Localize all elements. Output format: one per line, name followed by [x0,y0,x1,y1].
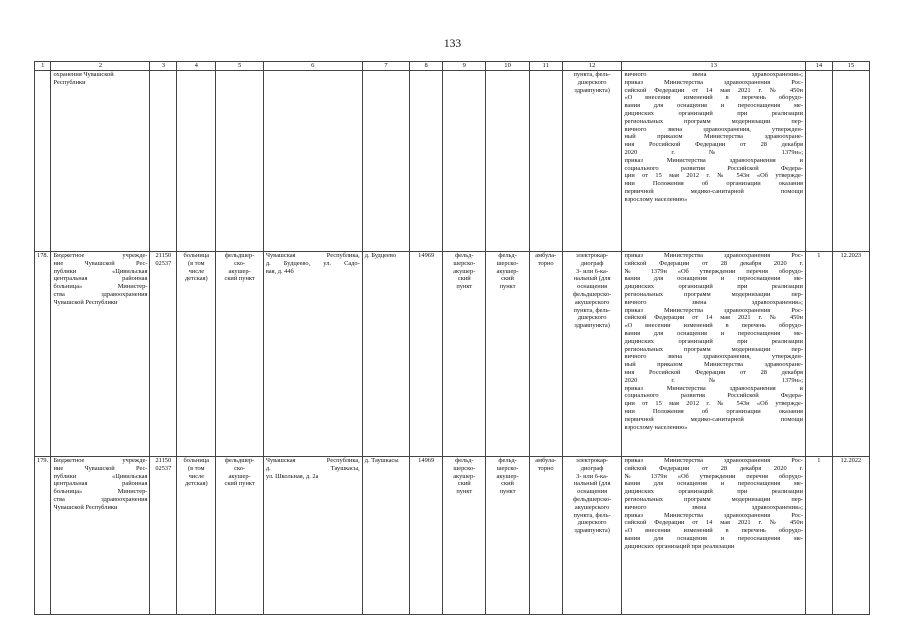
text-line: здравпункта) [574,322,610,330]
text-line: ский пункт [224,480,255,488]
text-line: пункт [456,488,473,496]
cell-quantity: 1 [805,457,832,615]
text-line: ский [501,480,514,488]
cell-settlement: д. Таушкасы [362,457,409,615]
column-number-4: 4 [177,62,216,71]
text-line: нальный (для [573,275,611,283]
cell-institution [51,71,150,252]
text-line: дицинских организаций при реализации [624,542,735,550]
cell-code [150,457,177,615]
cell-row-number: 179. [35,457,51,615]
text-line: Чувашская Республика, [265,252,360,259]
text-line: ства здравоохранения [53,495,148,503]
text-line: № 1379н «Об утверждении перечня оборудо- [624,472,803,480]
text-line: нии Положения об организации оказания [624,180,803,188]
cell-legal-basis [622,252,805,457]
text-line: акушерского [574,503,610,511]
text-line: ства здравоохранения [53,290,148,298]
text-line: акушер- [496,267,519,275]
cell-unit-name [486,457,529,615]
text-line: пункта, фель- [573,71,611,78]
text-line: фельд- [455,457,474,464]
text-line: первичной медико-санитарной помощи [624,415,803,423]
text-line: амбула- [535,457,557,464]
text-line: пункта, фель- [573,306,611,314]
text-line: вания для оснащения и переоснащения ме- [624,329,803,337]
text-line: центральная районная [53,275,148,283]
cell-care-form [529,457,562,615]
column-number-10: 10 [486,62,529,71]
column-number-9: 9 [443,62,486,71]
cell-institution-type [177,252,216,457]
text-line: сийской Федерации от 14 мая 2021 г. № 450н [624,519,803,527]
text-line: первичной медико-санитарной помощи [624,187,803,195]
cell-unit-type [216,252,263,457]
column-number-5: 5 [216,62,263,71]
text-line: фельдшер- [224,252,255,259]
text-line: приказ Министерства здравоохранения и [624,384,803,392]
column-number-15: 15 [832,62,869,71]
text-line: 21150 [155,457,172,464]
text-line: нальный (для [573,480,611,488]
text-line: вичного звена здравоохранения, утвержден- [624,353,803,361]
text-line: акушер- [228,472,251,480]
cell-institution [51,457,150,615]
text-line: числе [188,267,205,275]
text-line: вания для оснащения и переоснащения ме- [624,480,803,488]
text-line: больница» Министер- [53,283,148,291]
text-line: вичного звена здравоохранения»; [624,503,803,511]
table-row [35,252,870,457]
text-line: дшерского [577,519,607,527]
cell-population: 14969 [410,457,443,615]
text-line: 3- или 6-ка- [576,267,609,275]
text-line: ции от 15 мая 2012 г. № 543н «Об утвержде- [624,400,803,408]
text-line: диограф [580,464,604,472]
text-line: пункт [456,283,473,291]
text-line: сийской Федерации от 14 мая 2021 г. № 450н [624,314,803,322]
text-line: д. Будцеево, ул. Садо- [265,259,360,267]
text-line: № 1379н «Об утверждении перечня оборудо- [624,267,803,275]
text-line: Бюджетное учрежде- [53,252,148,259]
text-line: пункт [499,283,516,291]
text-line: фельдшерско- [572,290,612,298]
cell-equipment [562,71,622,252]
text-line: шерско- [496,259,519,267]
text-line: сийской Федерации от 28 декабря 2020 г. [624,259,803,267]
cell-address [263,457,362,615]
text-line: 02537 [155,464,172,472]
text-line: фельд- [498,457,517,464]
text-line: вая, д. 44б [265,267,294,275]
text-line: электрокар- [576,252,609,259]
text-line: здравпункта) [574,86,610,94]
text-line: вичного звена здравоохранения, утвержден- [624,125,803,133]
column-number-row [35,62,870,71]
text-line: фельд- [455,252,474,259]
text-line: фельд- [498,252,517,259]
text-line: пункт [499,488,516,496]
text-line: акушер- [453,472,476,480]
text-line: оснащения [577,488,608,496]
column-number-12: 12 [562,62,622,71]
text-line: ный приказом Министерства здравоохране- [624,133,803,141]
text-line: ско- [234,259,246,267]
text-line: вания для оснащения и переоснащения ме- [624,102,803,110]
text-line: вания для оснащения и переоснащения ме- [624,534,803,542]
text-line: вания для оснащения и переоснащения ме- [624,275,803,283]
text-line: региональных программ модернизации пер- [624,117,803,125]
text-line: фельдшерско- [572,495,612,503]
text-line: региональных программ модернизации пер- [624,495,803,503]
text-line: шерско- [496,464,519,472]
text-line: социального развития Российской Федера- [624,392,803,400]
text-line: пункта, фель- [573,511,611,519]
text-line: детская) [184,480,208,488]
text-line: приказ Министерства здравоохранения Рос- [624,306,803,314]
table-row [35,457,870,615]
text-line: Чувашской Республики [53,298,118,306]
text-line: 3- или 6-ка- [576,472,609,480]
cell-settlement: д. Будцеево [362,252,409,457]
text-line: социального развития Российской Федера- [624,164,803,172]
text-line: приказ Министерства здравоохранения Рос- [624,511,803,519]
text-line: здравпункта) [574,527,610,535]
text-line: ции от 15 мая 2012 г. № 543н «Об утвержде- [624,172,803,180]
column-number-3: 3 [150,62,177,71]
text-line: больница» Министер- [53,488,148,496]
text-line: ский [457,480,471,488]
text-line: Чувашской Республики [53,503,118,511]
cell-institution [51,252,150,457]
text-line: 2020 г. № 1379н»; [624,148,803,156]
text-line: фельдшер- [224,457,255,464]
text-line: ния Российской Федерации от 28 декабря [624,141,803,149]
column-number-8: 8 [410,62,443,71]
cell-legal-basis [622,71,805,252]
column-number-11: 11 [529,62,562,71]
text-line: Республики [53,78,86,86]
text-line: ский пункт [224,275,255,283]
text-line: «О внесении изменений в перечень оборудо- [624,94,803,102]
text-line: дшерского [577,78,607,86]
text-line: ул. Школьная, д. 2а [265,472,319,480]
text-line: приказ Министерства здравоохранения и [624,156,803,164]
cell-unit-profile [443,457,486,615]
text-line: амбула- [535,252,557,259]
text-line: ние Чувашской Рес- [53,259,148,267]
text-line: ский [457,275,471,283]
text-line: диограф [580,259,604,267]
text-line: центральная районная [53,480,148,488]
text-line: шерско- [453,464,476,472]
column-number-2: 2 [51,62,150,71]
text-line: дшерского [577,314,607,322]
text-line: Чувашская Республика, [265,457,360,464]
page-number: 133 [443,38,462,50]
text-line: взрослому населению» [624,195,688,203]
text-line: ско- [234,464,246,472]
text-line: вичного звена здравоохранения»; [624,298,803,306]
text-line: больница [183,252,210,259]
cell-equipment [562,252,622,457]
cell-population: 14969 [410,252,443,457]
text-line: сийской Федерации от 28 декабря 2020 г. [624,464,803,472]
text-line: торно [537,464,554,472]
cell-quantity: 1 [805,252,832,457]
text-line: ский [501,275,514,283]
cell-deadline: 12.2022 [832,457,869,615]
text-line: «О внесении изменений в перечень оборудо- [624,527,803,535]
cell-unit-type [216,457,263,615]
text-line: публики «Цивильская [53,267,148,275]
text-line: торно [537,259,554,267]
text-line: дицинских организаций при реализации [624,337,803,345]
text-line: акушер- [228,267,251,275]
text-line: Бюджетное учрежде- [53,457,148,464]
text-line: охранения Чувашской [53,71,114,78]
cell-unit-profile [443,252,486,457]
column-number-1: 1 [35,62,51,71]
text-line: «О внесении изменений в перечень оборудо- [624,322,803,330]
text-line: региональных программ модернизации пер- [624,290,803,298]
text-line: оснащения [577,283,608,291]
text-line: региональных программ модернизации пер- [624,345,803,353]
text-line: 21150 [155,252,172,259]
cell-row-number: 178. [35,252,51,457]
text-line: электрокар- [576,457,609,464]
text-line: дицинских организаций при реализации [624,488,803,496]
text-line: акушер- [453,267,476,275]
column-number-13: 13 [622,62,805,71]
text-line: 02537 [155,259,172,267]
text-line: публики «Цивильская [53,472,148,480]
text-line: больница [183,457,210,464]
text-line: ния Российской Федерации от 28 декабря [624,368,803,376]
cell-deadline: 12.2023 [832,252,869,457]
text-line: дицинских организаций при реализации [624,283,803,291]
cell-institution-type [177,457,216,615]
text-line: шерско- [453,259,476,267]
text-line: сийской Федерации от 14 мая 2021 г. № 450н [624,86,803,94]
text-line: детская) [184,275,208,283]
table-row-continuation [35,71,870,252]
text-line: ный приказом Министерства здравоохране- [624,361,803,369]
facility-table [34,61,870,615]
cell-care-form [529,252,562,457]
column-number-6: 6 [263,62,362,71]
cell-address [263,252,362,457]
cell-legal-basis [622,457,805,615]
text-line: приказ Министерства здравоохранения Рос- [624,78,803,86]
text-line: нии Положения об организации оказания [624,407,803,415]
cell-equipment [562,457,622,615]
text-line: д. Таушкасы, [265,464,360,472]
text-line: взрослому населению» [624,423,688,431]
text-line: (в том [188,259,205,267]
text-line: акушер- [496,472,519,480]
text-line: акушерского [574,298,610,306]
text-line: приказ Министерства здравоохранения Рос- [624,252,803,259]
text-line: ние Чувашской Рес- [53,464,148,472]
column-number-14: 14 [805,62,832,71]
text-line: вичного звена здравоохранения»; [624,71,803,78]
text-line: приказ Министерства здравоохранения Рос- [624,457,803,464]
cell-unit-name [486,252,529,457]
cell-code [150,252,177,457]
text-line: дицинских организаций при реализации [624,109,803,117]
text-line: (в том [188,464,205,472]
text-line: 2020 г. № 1379н»; [624,376,803,384]
text-line: числе [188,472,205,480]
column-number-7: 7 [362,62,409,71]
